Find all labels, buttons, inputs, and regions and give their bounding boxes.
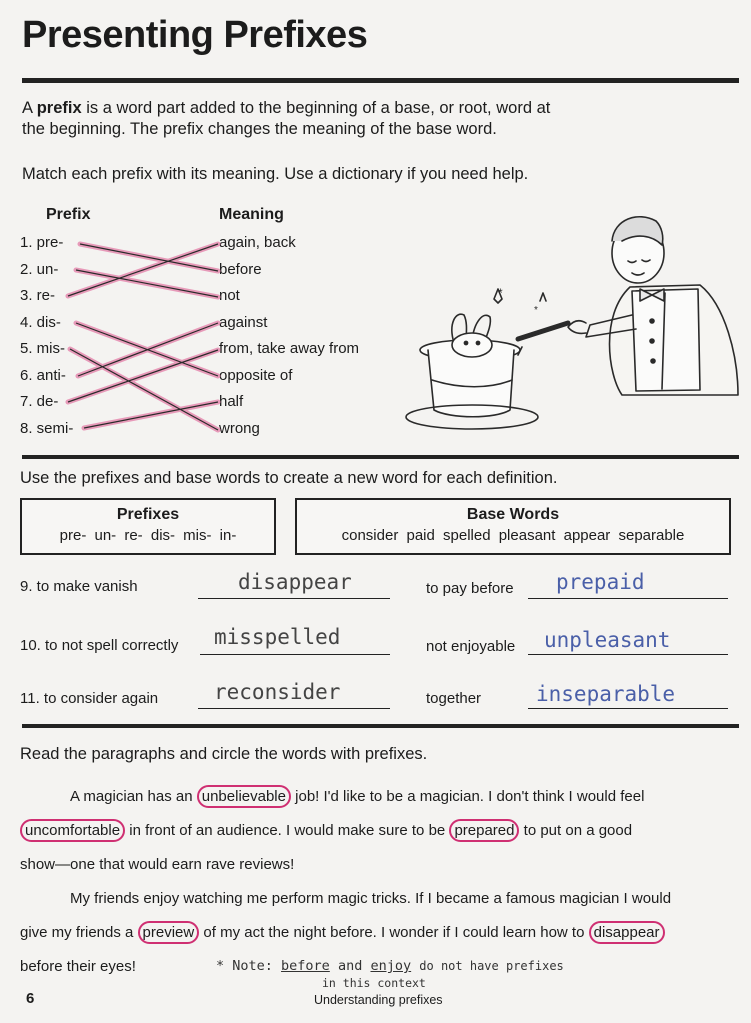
meaning-item: from, take away from [219, 340, 360, 357]
handwritten-note-sub: in this context [322, 976, 426, 990]
handwritten-answer: misspelled [214, 625, 341, 649]
prefix-item: 3. re- [20, 287, 56, 304]
meaning-item: opposite of [219, 366, 293, 384]
handwritten-answer: unpleasant [544, 628, 671, 652]
prefixes-box-items: pre- un- re- dis- mis- in- [59, 527, 237, 544]
definition-label: 10. to not spell correctly [20, 637, 179, 654]
create-instruction: Use the prefixes and base words to create a new word for each definition. [20, 469, 558, 487]
handwritten-note: * Note: before and enjoy do not have prefixes [216, 958, 564, 974]
meaning-item: against [219, 313, 268, 331]
definition-label: 9. to make vanish [20, 578, 138, 595]
page-title: Presenting Prefixes [22, 14, 368, 56]
prefix-item: 6. anti- [20, 366, 66, 384]
prefix-item: 7. de- [20, 393, 59, 410]
prefixes-box-title: Prefixes [116, 506, 180, 523]
meaning-item: half [219, 393, 244, 410]
prefix-item: 5. mis- [20, 340, 65, 357]
reading-paragraph: A magician has an unbelievable job! I'd like to be a magician. I don't think I would feel uncomfortable in front of an audience. I would make sure to be prepared to put on a good show—one that would earn rave reviews! My friends enjoy watching me perform magic tricks. If I became a famous magician I would give my friends a preview of my act the night before. I wonder if I could learn how to disappear before their eyes! [20, 780, 740, 984]
answer-line [528, 708, 728, 709]
prefix-header: Prefix [46, 206, 91, 223]
answer-line [198, 708, 390, 709]
answer-line [198, 598, 390, 599]
definition-label: 11. to consider again [20, 690, 159, 707]
definition-label: not enjoyable [426, 638, 516, 655]
prefixes-box [20, 498, 276, 555]
base-words-box-items: consider paid spelled pleasant appear separable [341, 527, 685, 544]
meaning-item: not [219, 287, 240, 304]
definition-label: together [426, 690, 482, 707]
magician-illustration [400, 205, 745, 435]
prefix-term: prefix [36, 99, 82, 117]
answer-line [528, 654, 728, 655]
circled-word: prepared [449, 819, 519, 842]
handwritten-answer: disappear [238, 570, 352, 594]
section-divider [22, 455, 739, 459]
base-words-box [295, 498, 731, 555]
section-divider [22, 724, 739, 728]
meaning-item: before [219, 260, 262, 278]
prefix-item: 4. dis- [20, 313, 61, 331]
handwritten-answer: reconsider [214, 680, 341, 704]
read-instruction: Read the paragraphs and circle the words with prefixes. [20, 745, 428, 763]
intro-text: A prefix is a word part added to the beginning of a base, or root, word at the beginning. The prefix changes the meaning of the base word. [22, 99, 551, 138]
handwritten-answer: prepaid [556, 570, 645, 594]
base-words-box-title: Base Words [466, 506, 560, 523]
meaning-header: Meaning [219, 206, 284, 223]
prefix-item: 2. un- [20, 260, 59, 278]
prefix-item: 8. semi- [20, 419, 74, 437]
meaning-item: again, back [219, 234, 296, 251]
match-instruction: Match each prefix with its meaning. Use a dictionary if you need help. [22, 165, 529, 183]
paragraph-line: before their eyes! [20, 958, 136, 975]
svg-text:*: * [498, 286, 503, 300]
circled-word: unbelievable [197, 785, 291, 808]
paragraph-line: My friends enjoy watching me perform magic tricks. If I became a famous magician I would [70, 890, 672, 907]
prefix-item: 1. pre- [20, 234, 64, 251]
page-number: 6 [26, 990, 35, 1007]
handwritten-answer: inseparable [536, 682, 676, 706]
circled-word: disappear [589, 921, 665, 944]
footer-topic: Understanding prefixes [314, 993, 443, 1007]
circled-word: preview [138, 921, 200, 944]
definition-label: to pay before [426, 580, 514, 597]
meaning-item: wrong [219, 419, 260, 437]
paragraph-line: show—one that would earn rave reviews! [20, 856, 295, 873]
svg-text:*: * [534, 305, 538, 316]
answer-line [528, 598, 728, 599]
answer-line [200, 654, 390, 655]
circled-word: uncomfortable [20, 819, 125, 842]
